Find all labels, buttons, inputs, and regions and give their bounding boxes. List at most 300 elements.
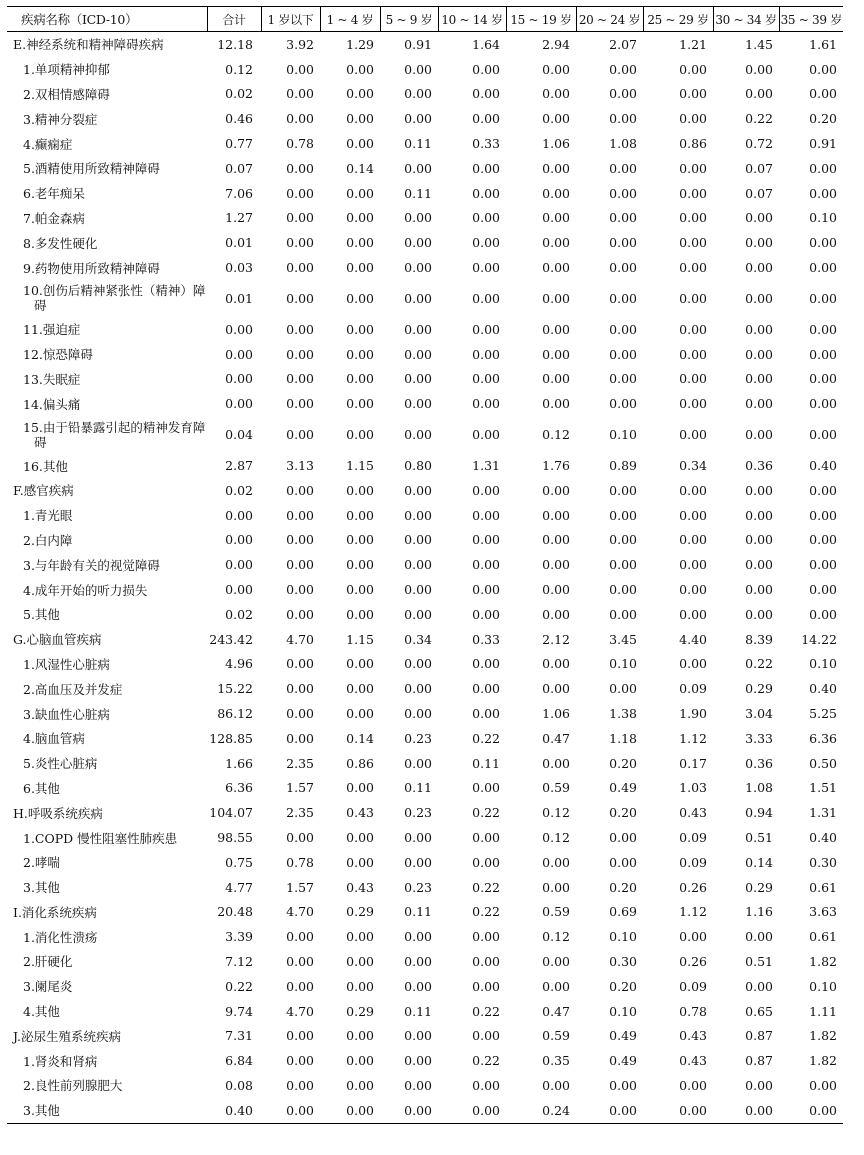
age-value-cell: 0.00 (286, 1053, 314, 1069)
age-value-cell: 1.15 (346, 458, 374, 474)
age-value-cell: 0.00 (404, 755, 432, 771)
disease-name: 11.强迫症 (23, 322, 81, 338)
age-value-cell: 0.00 (286, 929, 314, 945)
age-value-cell: 0.14 (745, 854, 773, 870)
table-row (7, 825, 843, 850)
age-value-cell: 0.00 (286, 427, 314, 443)
age-value-cell: 0.11 (404, 904, 432, 920)
age-value-cell: 2.35 (286, 805, 314, 821)
age-value-cell: 0.00 (346, 396, 374, 412)
age-value-cell: 0.00 (542, 321, 570, 337)
total-value-cell: 0.01 (225, 290, 253, 306)
age-value-cell: 0.00 (809, 606, 837, 622)
age-value-cell: 0.40 (809, 458, 837, 474)
age-value-cell: 0.00 (472, 371, 500, 387)
age-value-cell: 0.00 (542, 532, 570, 548)
disease-name: 3.阑尾炎 (23, 979, 73, 995)
age-value-cell: 0.11 (472, 755, 500, 771)
disease-name-cell (7, 367, 207, 392)
age-value-cell: 0.86 (346, 755, 374, 771)
age-value-cell: 0.00 (679, 160, 707, 176)
age-value-cell: 0.00 (679, 111, 707, 127)
age-value-cell: 1.12 (679, 730, 707, 746)
age-value-cell: 0.00 (809, 260, 837, 276)
age-value-cell: 0.00 (713, 1098, 779, 1123)
header-age-1-4: 1 ~ 4 岁 (320, 7, 380, 32)
age-value-cell: 0.00 (404, 371, 432, 387)
table-body (7, 32, 843, 1124)
age-value-cell: 0.00 (542, 582, 570, 598)
age-value-cell: 0.33 (472, 631, 500, 647)
age-value-cell: 0.00 (745, 606, 773, 622)
disease-name-cell (7, 453, 207, 478)
age-value-cell: 0.00 (472, 185, 500, 201)
table-row (7, 999, 843, 1024)
age-value-cell: 0.00 (609, 396, 637, 412)
age-value-cell: 0.00 (745, 929, 773, 945)
age-value-cell: 0.00 (542, 507, 570, 523)
age-value-cell: 0.00 (609, 210, 637, 226)
age-value-cell: 0.00 (472, 854, 500, 870)
age-value-cell: 0.00 (745, 86, 773, 102)
age-value-cell: 0.35 (542, 1053, 570, 1069)
age-value-cell: 0.00 (542, 681, 570, 697)
age-value-cell: 0.00 (679, 61, 707, 77)
age-value-cell: 0.43 (346, 879, 374, 895)
age-value-cell: 0.11 (404, 136, 432, 152)
age-value-cell: 0.00 (609, 260, 637, 276)
header-age-30-34: 30 ~ 34 岁 (713, 7, 779, 32)
age-value-cell: 0.00 (472, 557, 500, 573)
age-value-cell: 1.06 (542, 136, 570, 152)
age-value-cell: 0.91 (404, 36, 432, 52)
age-value-cell: 0.00 (679, 235, 707, 251)
age-value-cell: 0.00 (609, 606, 637, 622)
disease-name-cell (7, 924, 207, 949)
age-value-cell: 1.38 (609, 706, 637, 722)
age-value-cell: 0.59 (542, 904, 570, 920)
disease-name: H.呼吸系统疾病 (13, 805, 103, 821)
age-value-cell: 0.00 (472, 507, 500, 523)
disease-name: 1.COPD 慢性阻塞性肺疾患 (23, 830, 178, 846)
age-value-cell: 0.00 (679, 396, 707, 412)
age-value-cell: 1.31 (809, 805, 837, 821)
age-value-cell: 0.00 (286, 532, 314, 548)
age-value-cell: 0.00 (346, 61, 374, 77)
disease-name-cell (7, 577, 207, 602)
total-value-cell: 7.06 (225, 185, 253, 201)
disease-name: 1.消化性溃疡 (23, 929, 98, 945)
total-value-cell: 0.40 (207, 1098, 261, 1123)
total-value-cell: 3.39 (225, 929, 253, 945)
age-value-cell: 0.00 (809, 160, 837, 176)
age-value-cell: 0.00 (542, 371, 570, 387)
age-value-cell: 0.00 (286, 507, 314, 523)
disease-name-cell (7, 342, 207, 367)
total-value-cell: 2.87 (225, 458, 253, 474)
table-row (7, 255, 843, 280)
age-value-cell: 0.43 (346, 805, 374, 821)
age-value-cell: 0.00 (745, 978, 773, 994)
table-row (7, 974, 843, 999)
age-value-cell: 0.00 (679, 557, 707, 573)
age-value-cell: 2.94 (542, 36, 570, 52)
age-value-cell: 0.00 (472, 706, 500, 722)
header-disease-name: 疾病名称（ICD-10） (7, 7, 207, 32)
age-value-cell: 0.00 (404, 706, 432, 722)
age-value-cell: 0.30 (809, 854, 837, 870)
age-value-cell: 0.00 (679, 1077, 707, 1093)
age-value-cell: 4.70 (286, 904, 314, 920)
age-value-cell: 0.00 (609, 371, 637, 387)
disease-name: 2.高血压及并发症 (23, 681, 123, 697)
header-age-20-24: 20 ~ 24 岁 (576, 7, 643, 32)
age-value-cell: 0.00 (404, 656, 432, 672)
age-value-cell: 0.94 (745, 805, 773, 821)
table-row (7, 751, 843, 776)
total-value-cell: 0.46 (225, 111, 253, 127)
table-row (7, 181, 843, 206)
age-value-cell: 0.49 (609, 780, 637, 796)
disease-name: 4.成年开始的听力损失 (23, 582, 148, 598)
age-value-cell: 0.00 (404, 160, 432, 176)
table-row (7, 726, 843, 751)
age-value-cell: 0.00 (609, 185, 637, 201)
disease-name-cell (7, 416, 207, 453)
age-value-cell: 0.00 (404, 86, 432, 102)
table-row (7, 503, 843, 528)
age-value-cell: 0.00 (809, 235, 837, 251)
age-value-cell: 0.00 (346, 235, 374, 251)
age-value-cell: 0.00 (286, 260, 314, 276)
age-value-cell: 0.00 (404, 235, 432, 251)
age-value-cell: 0.22 (472, 805, 500, 821)
total-value-cell: 0.04 (225, 427, 253, 443)
age-value-cell: 0.00 (472, 978, 500, 994)
total-value-cell: 0.00 (225, 582, 253, 598)
header-age-35-39: 35 ~ 39 岁 (779, 7, 843, 32)
age-value-cell: 0.00 (679, 86, 707, 102)
disease-name-cell (7, 875, 207, 900)
age-value-cell: 0.00 (745, 260, 773, 276)
age-value-cell: 0.65 (745, 1003, 773, 1019)
table-row (7, 280, 843, 317)
disease-name: 5.其他 (23, 607, 60, 623)
age-value-cell: 0.00 (286, 185, 314, 201)
age-value-cell: 0.00 (472, 61, 500, 77)
total-value-cell: 0.03 (225, 260, 253, 276)
age-value-cell: 0.00 (745, 582, 773, 598)
disease-name-cell (7, 800, 207, 825)
age-value-cell: 0.00 (346, 86, 374, 102)
disease-name-cell (7, 552, 207, 577)
age-value-cell: 0.00 (745, 396, 773, 412)
age-value-cell: 0.00 (472, 346, 500, 362)
age-value-cell: 0.00 (404, 532, 432, 548)
age-value-cell: 1.45 (745, 36, 773, 52)
age-value-cell: 0.00 (609, 482, 637, 498)
age-value-cell: 0.00 (346, 656, 374, 672)
category-row (7, 478, 843, 503)
age-value-cell: 0.00 (609, 61, 637, 77)
age-value-cell: 1.31 (472, 458, 500, 474)
table-row (7, 552, 843, 577)
disease-name: 3.其他 (23, 1103, 60, 1119)
age-value-cell: 0.00 (809, 185, 837, 201)
age-value-cell: 0.00 (542, 557, 570, 573)
age-value-cell: 1.90 (679, 706, 707, 722)
age-value-cell: 0.00 (346, 111, 374, 127)
age-value-cell: 0.23 (404, 879, 432, 895)
age-value-cell: 0.00 (809, 532, 837, 548)
age-value-cell: 0.00 (286, 606, 314, 622)
disease-name-cell (7, 974, 207, 999)
table-row (7, 57, 843, 82)
total-value-cell: 0.01 (225, 235, 253, 251)
age-value-cell: 0.00 (404, 396, 432, 412)
age-value-cell: 0.00 (809, 86, 837, 102)
table-row (7, 924, 843, 949)
age-value-cell: 0.10 (609, 656, 637, 672)
disease-name: 2.肝硬化 (23, 954, 73, 970)
age-value-cell: 0.00 (404, 507, 432, 523)
age-value-cell: 1.06 (542, 706, 570, 722)
age-value-cell: 0.36 (745, 458, 773, 474)
age-value-cell: 0.00 (542, 210, 570, 226)
age-value-cell: 0.34 (404, 631, 432, 647)
age-value-cell: 0.00 (542, 396, 570, 412)
age-value-cell: 1.57 (286, 879, 314, 895)
age-value-cell: 0.00 (609, 681, 637, 697)
disease-name-cell (7, 255, 207, 280)
age-value-cell: 0.49 (609, 1053, 637, 1069)
age-value-cell: 0.00 (472, 321, 500, 337)
age-value-cell: 0.00 (346, 136, 374, 152)
age-value-cell: 0.00 (745, 371, 773, 387)
age-value-cell: 0.29 (745, 681, 773, 697)
header-age-15-19: 15 ~ 19 岁 (506, 7, 576, 32)
header-age-5-9: 5 ~ 9 岁 (380, 7, 438, 32)
total-value-cell: 1.66 (225, 755, 253, 771)
age-value-cell: 0.34 (679, 458, 707, 474)
age-value-cell: 2.12 (542, 631, 570, 647)
age-value-cell: 0.00 (404, 210, 432, 226)
age-value-cell: 0.00 (679, 427, 707, 443)
total-value-cell: 7.12 (225, 953, 253, 969)
table-row (7, 676, 843, 701)
age-value-cell: 0.00 (679, 507, 707, 523)
age-value-cell: 0.00 (472, 656, 500, 672)
age-value-cell: 0.43 (679, 1053, 707, 1069)
total-value-cell: 0.77 (225, 136, 253, 152)
age-value-cell: 0.00 (346, 1077, 374, 1093)
table-row (7, 342, 843, 367)
disease-name-cell (7, 999, 207, 1024)
age-value-cell: 0.10 (809, 210, 837, 226)
disease-name-cell (7, 602, 207, 627)
disease-name-cell (7, 57, 207, 82)
age-value-cell: 0.00 (609, 86, 637, 102)
age-value-cell: 0.87 (745, 1028, 773, 1044)
age-value-cell: 0.00 (472, 160, 500, 176)
disease-name: 13.失眠症 (23, 371, 81, 387)
age-value-cell: 0.12 (542, 805, 570, 821)
total-value-cell: 4.96 (225, 656, 253, 672)
age-value-cell: 0.80 (404, 458, 432, 474)
age-value-cell: 0.09 (679, 854, 707, 870)
age-value-cell: 0.00 (286, 371, 314, 387)
age-value-cell: 0.00 (809, 346, 837, 362)
age-value-cell: 1.08 (609, 136, 637, 152)
age-value-cell: 0.00 (346, 290, 374, 306)
age-value-cell: 0.00 (745, 210, 773, 226)
category-row (7, 627, 843, 652)
disease-name-cell (7, 391, 207, 416)
age-value-cell: 0.00 (404, 427, 432, 443)
age-value-cell: 3.33 (745, 730, 773, 746)
age-value-cell: 0.00 (609, 346, 637, 362)
age-value-cell: 2.35 (286, 755, 314, 771)
age-value-cell: 0.00 (438, 1098, 506, 1123)
disease-name: 9.药物使用所致精神障碍 (23, 260, 160, 276)
age-value-cell: 0.00 (380, 1098, 438, 1123)
age-value-cell: 1.29 (346, 36, 374, 52)
category-row (7, 900, 843, 925)
age-value-cell: 0.91 (809, 136, 837, 152)
age-value-cell: 0.00 (346, 953, 374, 969)
age-value-cell: 0.00 (404, 978, 432, 994)
age-value-cell: 0.00 (346, 321, 374, 337)
age-value-cell: 0.22 (472, 1053, 500, 1069)
age-value-cell: 0.00 (472, 86, 500, 102)
total-value-cell: 20.48 (217, 904, 253, 920)
total-value-cell: 128.85 (209, 730, 253, 746)
disease-name: 1.肾炎和肾病 (23, 1053, 98, 1069)
total-value-cell: 0.00 (225, 557, 253, 573)
disease-name-cell (7, 131, 207, 156)
age-value-cell: 0.00 (346, 185, 374, 201)
age-value-cell: 0.00 (286, 321, 314, 337)
age-value-cell: 0.59 (542, 1028, 570, 1044)
age-value-cell: 0.00 (472, 532, 500, 548)
age-value-cell: 0.22 (745, 656, 773, 672)
age-value-cell: 0.07 (745, 160, 773, 176)
age-value-cell: 0.00 (472, 210, 500, 226)
total-value-cell: 0.02 (225, 482, 253, 498)
age-value-cell: 0.00 (745, 532, 773, 548)
age-value-cell: 0.00 (542, 1077, 570, 1093)
age-value-cell: 0.00 (542, 61, 570, 77)
age-value-cell: 0.00 (404, 830, 432, 845)
age-value-cell: 0.40 (809, 830, 837, 845)
table-row (7, 453, 843, 478)
age-value-cell: 0.61 (809, 929, 837, 945)
age-value-cell: 0.00 (609, 582, 637, 598)
table-row (7, 850, 843, 875)
table-row (7, 577, 843, 602)
table-row (7, 230, 843, 255)
age-value-cell: 0.00 (286, 111, 314, 127)
age-value-cell: 0.11 (404, 780, 432, 796)
age-value-cell: 0.00 (542, 854, 570, 870)
total-value-cell: 243.42 (209, 631, 253, 647)
age-value-cell: 0.00 (542, 235, 570, 251)
age-value-cell: 0.20 (609, 978, 637, 994)
disease-name: 4.其他 (23, 1004, 60, 1020)
age-value-cell: 0.00 (679, 532, 707, 548)
disease-name: 12.惊恐障碍 (23, 347, 93, 363)
disease-name: 4.癫痫症 (23, 136, 73, 152)
age-value-cell: 14.22 (801, 631, 837, 647)
age-value-cell: 0.00 (346, 780, 374, 796)
age-value-cell: 8.39 (745, 631, 773, 647)
disease-name-cell (7, 528, 207, 553)
age-value-cell: 0.26 (679, 953, 707, 969)
disease-name: 2.良性前列腺肥大 (23, 1078, 123, 1094)
disease-name: 14.偏头痛 (23, 396, 81, 412)
age-value-cell: 0.14 (346, 730, 374, 746)
total-value-cell: 0.00 (225, 371, 253, 387)
age-value-cell: 0.00 (346, 532, 374, 548)
age-value-cell: 0.10 (809, 978, 837, 994)
mortality-table (7, 6, 843, 1124)
disease-name: 1.风湿性心脏病 (23, 656, 110, 672)
age-value-cell: 0.20 (609, 805, 637, 821)
total-value-cell: 0.00 (225, 532, 253, 548)
age-value-cell: 0.86 (679, 136, 707, 152)
disease-name-cell (7, 1098, 207, 1123)
age-value-cell: 0.00 (542, 606, 570, 622)
age-value-cell: 0.00 (286, 210, 314, 226)
age-value-cell: 0.00 (404, 260, 432, 276)
age-value-cell: 0.00 (609, 830, 637, 845)
disease-name: I.消化系统疾病 (13, 904, 97, 920)
age-value-cell: 0.12 (542, 830, 570, 845)
age-value-cell: 0.89 (609, 458, 637, 474)
age-value-cell: 0.87 (745, 1053, 773, 1069)
disease-name: 3.缺血性心脏病 (23, 706, 110, 722)
age-value-cell: 6.36 (809, 730, 837, 746)
age-value-cell: 0.00 (346, 830, 374, 845)
table-row (7, 156, 843, 181)
age-value-cell: 0.00 (679, 606, 707, 622)
age-value-cell: 0.29 (346, 904, 374, 920)
age-value-cell: 0.00 (576, 1098, 643, 1123)
age-value-cell: 0.78 (679, 1003, 707, 1019)
age-value-cell: 0.00 (404, 953, 432, 969)
age-value-cell: 0.00 (745, 61, 773, 77)
disease-name-cell (7, 900, 207, 925)
age-value-cell: 0.00 (809, 1077, 837, 1093)
disease-name-cell (7, 676, 207, 701)
age-value-cell: 0.10 (809, 656, 837, 672)
age-value-cell: 0.00 (404, 290, 432, 306)
age-value-cell: 0.20 (609, 879, 637, 895)
disease-name: G.心脑血管疾病 (13, 632, 102, 648)
age-value-cell: 1.16 (745, 904, 773, 920)
total-value-cell: 9.74 (225, 1003, 253, 1019)
age-value-cell: 0.00 (472, 290, 500, 306)
total-value-cell: 86.12 (217, 706, 253, 722)
age-value-cell: 1.11 (809, 1003, 837, 1019)
disease-name: 6.其他 (23, 780, 60, 796)
age-value-cell: 0.00 (286, 160, 314, 176)
disease-name-cell (7, 206, 207, 231)
age-value-cell: 0.00 (346, 210, 374, 226)
age-value-cell: 0.00 (609, 321, 637, 337)
table-row (7, 1048, 843, 1073)
total-value-cell: 98.55 (217, 830, 253, 845)
